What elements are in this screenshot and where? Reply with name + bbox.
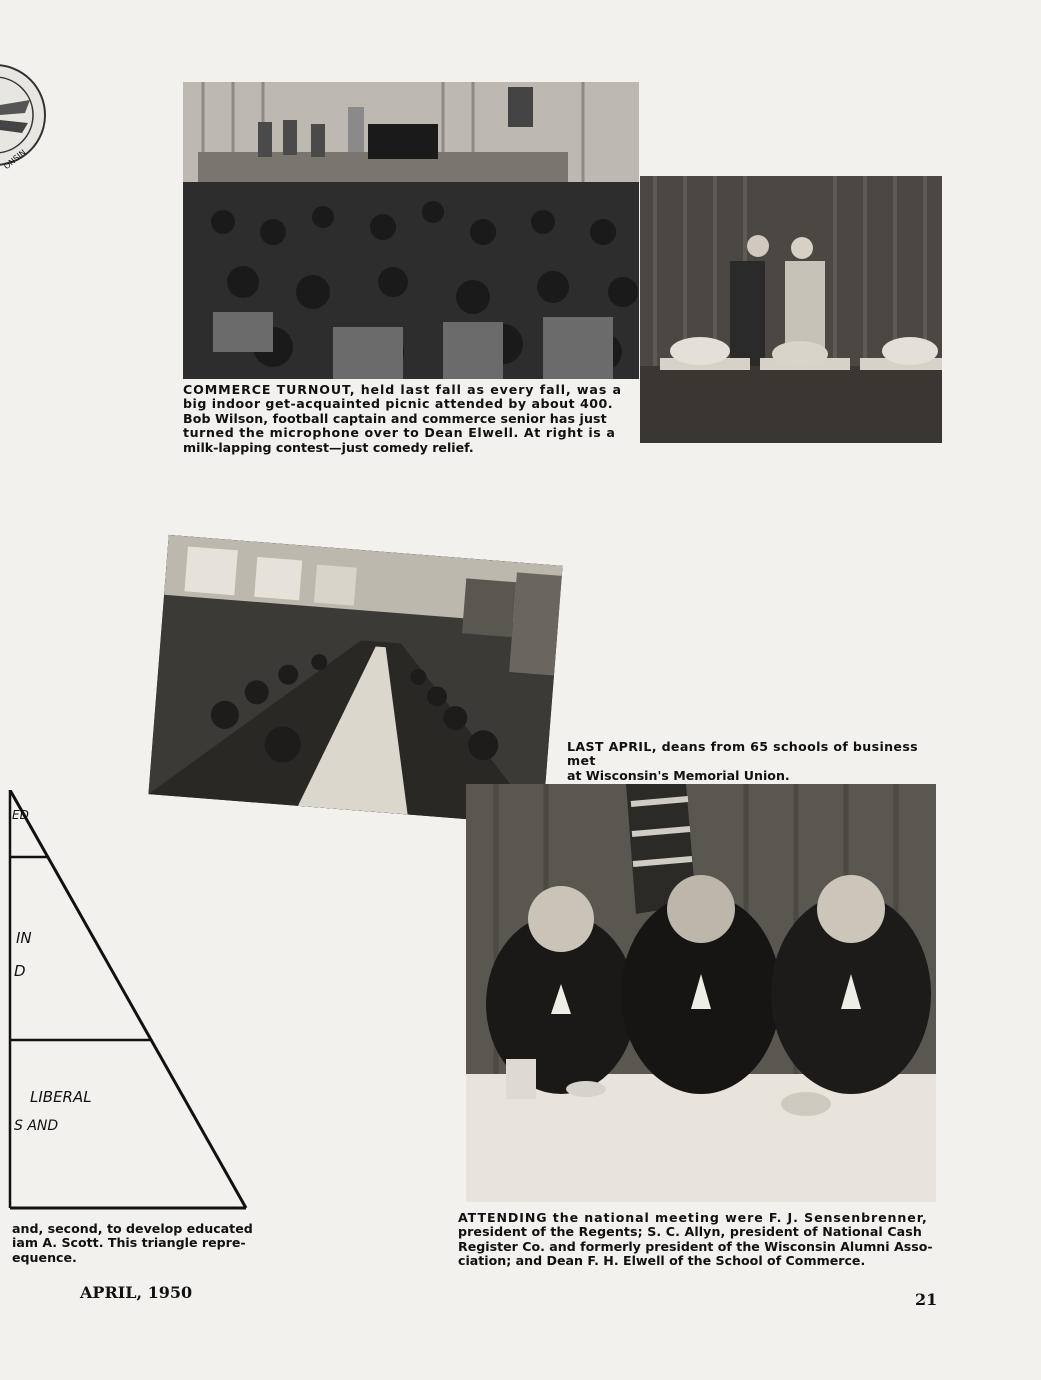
bottom-caption-line: ATTENDING the national meeting were F. J. Sensenbrenner, [458, 1210, 928, 1225]
top-caption-line: Bob Wilson, football captain and commerce senior has just [183, 410, 607, 426]
photo-attending-dignitaries [466, 784, 936, 1202]
left-text-line: iam A. Scott. This triangle repre- [12, 1235, 246, 1251]
left-text-line: and, second, to develop educated [12, 1221, 253, 1236]
bottom-caption-line: president of the Regents; S. C. Allyn, president of National Cash [458, 1224, 922, 1240]
middle-caption-line: LAST APRIL, deans from 65 schools of business met [567, 739, 919, 769]
triangle-label-ed: ED [12, 808, 29, 822]
photo-deans-banquet [148, 535, 562, 825]
triangle-label-d: D [14, 962, 26, 980]
bottom-caption-line: ciation; and Dean F. H. Elwell of the School of Commerce. [458, 1253, 866, 1269]
bottom-caption-line: Register Co. and formerly president of the Wisconsin Alumni Asso- [458, 1238, 933, 1254]
bottom-caption [458, 1211, 938, 1269]
top-caption [183, 383, 633, 455]
seal-text: ONSIN [2, 147, 28, 172]
triangle-label-s-and: S AND [14, 1118, 59, 1134]
triangle-label-liberal: LIBERAL [30, 1088, 92, 1106]
top-caption-line: COMMERCE TURNOUT, held last fall as every fall, was a [183, 382, 622, 397]
left-text-fragment [12, 1222, 262, 1265]
triangle-diagram-fragment [0, 790, 260, 1215]
left-text-line: equence. [12, 1249, 77, 1265]
top-caption-line: milk-lapping contest—just comedy relief. [183, 439, 474, 455]
middle-caption [567, 740, 947, 783]
page-number: 21 [915, 1290, 938, 1309]
triangle-label-in: IN [16, 929, 32, 947]
photo-milk-lapping [640, 176, 942, 443]
seal-fragment [0, 55, 50, 185]
middle-caption-line: at Wisconsin's Memorial Union. [567, 767, 790, 783]
top-caption-line: turned the microphone over to Dean Elwell. At right is a [183, 425, 616, 441]
top-caption-line: big indoor get-acquainted picnic attended by about 400. [183, 396, 614, 412]
photo-commerce-turnout [183, 82, 639, 379]
footer-date: APRIL, 1950 [80, 1283, 193, 1302]
